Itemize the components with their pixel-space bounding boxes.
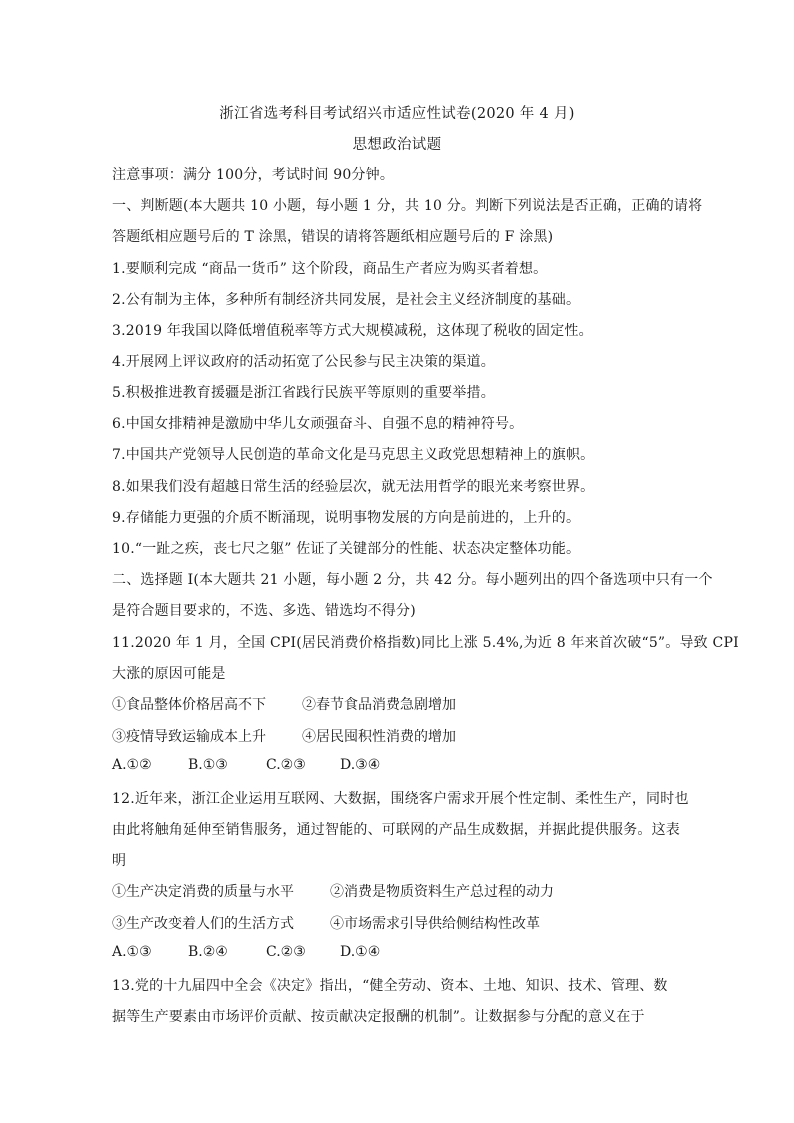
q12-option-4: ④市场需求引导供给侧结构性改革 <box>330 916 540 932</box>
judge-item-3: 3.2019 年我国以降低增值税率等方式大规模减税，这体现了税收的固定性。 <box>112 323 593 339</box>
q11-choice-b[interactable]: B.①③ <box>188 757 228 773</box>
q11-option-3: ③疫情导致运输成本上升 <box>112 729 266 745</box>
judge-item-2: 2.公有制为主体，多种所有制经济共同发展，是社会主义经济制度的基础。 <box>112 292 581 308</box>
exam-subject: 思想政治试题 <box>352 137 442 153</box>
q12-option-2: ②消费是物质资料生产总过程的动力 <box>330 884 554 900</box>
judge-item-1: 1.要顺利完成 “商品一货币” 这个阶段，商品生产者应为购买者着想。 <box>112 261 548 277</box>
q11-choice-a[interactable]: A.①② <box>112 757 152 773</box>
q12-stem-end: 明 <box>112 853 127 869</box>
judge-item-4: 4.开展网上评议政府的活动拓宽了公民参与民主决策的渠道。 <box>112 354 495 370</box>
exam-title: 浙江省选考科目考试绍兴市适应性试卷(2020 年 4 月) <box>219 106 575 122</box>
q13-stem: 13.党的十九届四中全会《决定》指出，“健全劳动、资本、土地、知识、技术、管理、数 <box>112 978 668 994</box>
judge-item-9: 9.存储能力更强的介质不断涌现，说明事物发展的方向是前进的，上升的。 <box>112 510 581 526</box>
q12-option-1: ①生产决定消费的质量与水平 <box>112 884 294 900</box>
notice-text: 注意事项：满分 100分，考试时间 90分钟。 <box>112 167 395 183</box>
q12-choice-a[interactable]: A.①③ <box>112 944 152 960</box>
judge-item-7: 7.中国共产党领导人民创造的革命文化是马克思主义政党思想精神上的旗帜。 <box>112 447 595 463</box>
q11-option-1: ①食品整体价格居高不下 <box>112 697 266 713</box>
q11-stem-cont: 大涨的原因可能是 <box>112 666 226 682</box>
q12-choice-c[interactable]: C.②③ <box>266 944 306 960</box>
q12-choice-d[interactable]: D.①④ <box>340 944 381 960</box>
judge-item-6: 6.中国女排精神是激励中华儿女顽强奋斗、自强不息的精神符号。 <box>112 416 524 432</box>
q12-stem: 12.近年来，浙江企业运用互联网、大数据，围绕客户需求开展个性定制、柔性生产，同时也 <box>112 791 689 807</box>
section2-heading-cont: 是符合题目要求的，不选、多选、错选均不得分) <box>112 603 416 619</box>
q11-option-2: ②春节食品消费急剧增加 <box>302 697 456 713</box>
section1-heading-cont: 答题纸相应题号后的 T 涂黑，错误的请将答题纸相应题号后的 F 涂黑) <box>112 229 554 245</box>
q12-option-3: ③生产改变着人们的生活方式 <box>112 916 294 932</box>
judge-item-10: 10.“一趾之疾，丧七尺之躯” 佐证了关键部分的性能、状态决定整体功能。 <box>112 541 581 557</box>
q13-stem-cont: 据等生产要素由市场评价贡献、按贡献决定报酬的机制”。让数据参与分配的意义在于 <box>112 1009 645 1025</box>
section1-heading: 一、判断题(本大题共 10 小题，每小题 1 分，共 10 分。判断下列说法是否正确，正确的请将 <box>112 198 703 214</box>
q11-choice-d[interactable]: D.③④ <box>340 757 381 773</box>
q12-choice-b[interactable]: B.②④ <box>188 944 228 960</box>
judge-item-5: 5.积极推进教育援疆是浙江省践行民族平等原则的重要举措。 <box>112 385 495 401</box>
judge-item-8: 8.如果我们没有超越日常生活的经验层次，就无法用哲学的眼光来考察世界。 <box>112 479 595 495</box>
q11-stem: 11.2020 年 1 月，全国 CPI(居民消费价格指数)同比上涨 5.4%,为近 8 年来首次破“5”。导致 CPI <box>112 635 739 651</box>
q12-stem-cont: 由此将触角延伸至销售服务，通过智能的、可联网的产品生成数据，并据此提供服务。这表 <box>112 822 680 838</box>
q11-option-4: ④居民囤积性消费的增加 <box>302 729 456 745</box>
section2-heading: 二、选择题 I(本大题共 21 小题，每小题 2 分，共 42 分。每小题列出的四个备选项中只有一个 <box>112 572 713 588</box>
q11-choice-c[interactable]: C.②③ <box>266 757 306 773</box>
